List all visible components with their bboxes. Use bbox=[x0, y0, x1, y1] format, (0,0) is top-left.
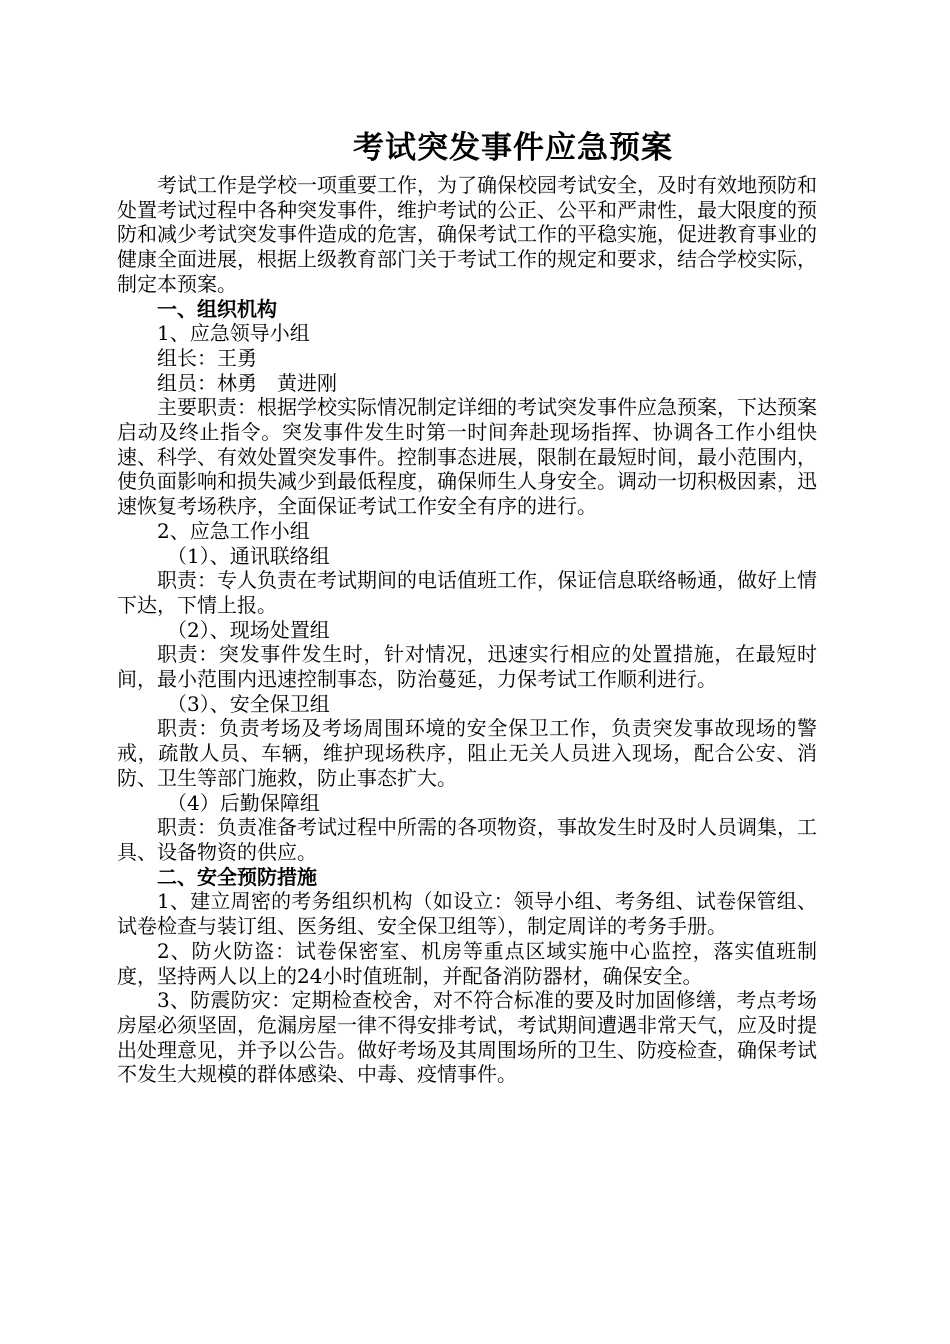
security-duties-paragraph: 职责：负责考场及考场周围环境的安全保卫工作，负责突发事故现场的警戒，疏散人员、车辆，维护现场秩序，阻止无关人员进入现场，配合公安、消防、卫生等部门施救，防止事态扩大。 bbox=[117, 716, 817, 790]
document-body bbox=[117, 173, 817, 1087]
intro-paragraph: 考试工作是学校一项重要工作，为了确保校园考试安全，及时有效地预防和处置考试过程中各种突发事件，维护考试的公正、公平和严肃性，最大限度的预防和减少考试突发事件造成的危害，确保考试工作的平稳实施，促进教育事业的健康全面进展，根据上级教育部门关于考试工作的规定和要求，结合学校实际，制定本预案。 bbox=[117, 173, 817, 296]
subsection-heading-leadership: 1、应急领导小组 bbox=[157, 321, 310, 346]
subsection-heading-work-groups: 2、应急工作小组 bbox=[157, 518, 310, 543]
prevention-item-1: 1、建立周密的考务组织机构（如设立：领导小组、考务组、试卷保管组、试卷检查与装订组、医务组、安全保卫组等），制定周详的考务手册。 bbox=[117, 889, 817, 939]
team-leader-line: 组长：王勇 bbox=[157, 345, 257, 370]
prevention-item-3: 3、防震防灾：定期检查校舍，对不符合标准的要及时加固修缮，考点考场房屋必须坚固，危漏房屋一律不得安排考试，考试期间遭遇非常天气，应及时提出处理意见，并予以公告。做好考场及其周围场所的卫生、防疫检查，确保考试不发生大规模的群体感染、中毒、疫情事件。 bbox=[117, 988, 817, 1087]
team-members-line: 组员：林勇 黄进刚 bbox=[157, 370, 337, 395]
section-heading-organization: 一、组织机构 bbox=[157, 296, 277, 321]
section-heading-prevention: 二、安全预防措施 bbox=[157, 864, 317, 889]
group-heading-onsite: （2）、现场处置组 bbox=[167, 617, 330, 642]
leadership-duties-paragraph: 主要职责：根据学校实际情况制定详细的考试突发事件应急预案，下达预案启动及终止指令。突发事件发生时第一时间奔赴现场指挥、协调各工作小组快速、科学、有效处置突发事件。控制事态进展，限制在最短时间，最小范围内，使负面影响和损失减少到最低程度，确保师生人身安全。调动一切积极因素，迅速恢复考场秩序，全面保证考试工作安全有序的进行。 bbox=[117, 395, 817, 519]
group-heading-communication: （1）、通讯联络组 bbox=[167, 543, 330, 568]
onsite-duties-paragraph: 职责：突发事件发生时，针对情况，迅速实行相应的处置措施，在最短时间，最小范围内迅速控制事态，防治蔓延，力保考试工作顺利进行。 bbox=[117, 642, 817, 692]
logistics-duties-paragraph: 职责：负责准备考试过程中所需的各项物资，事故发生时及时人员调集，工具、设备物资的供应。 bbox=[117, 815, 817, 864]
communication-duties-paragraph: 职责：专人负责在考试期间的电话值班工作，保证信息联络畅通，做好上情下达，下情上报。 bbox=[117, 568, 817, 617]
group-heading-security: （3）、安全保卫组 bbox=[167, 691, 330, 716]
prevention-item-2: 2、防火防盗：试卷保密室、机房等重点区域实施中心监控，落实值班制度，坚持两人以上的24小时值班制，并配备消防器材，确保安全。 bbox=[117, 938, 817, 988]
page-title: 考试突发事件应急预案 bbox=[353, 130, 673, 166]
group-heading-logistics: （4）后勤保障组 bbox=[167, 790, 320, 815]
